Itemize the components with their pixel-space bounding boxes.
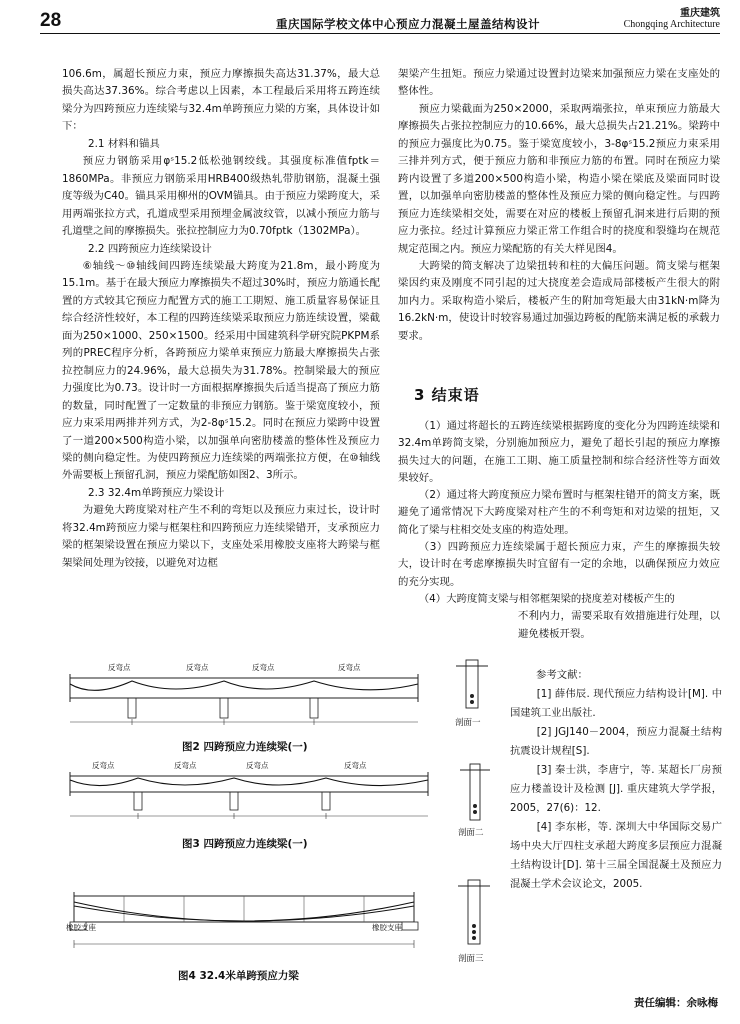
- figure-2-diagram: [64, 664, 424, 728]
- editor-credit: 责任编辑：余咏梅: [634, 997, 718, 1009]
- left-column-paragraph: 2.2 四跨预应力连续梁设计: [88, 242, 212, 255]
- reference-item: [4] 李东彬，等. 深圳大中华国际交易广场中央大厅四柱支承超大跨度多层预应力混凝土结构设计[D]. 第十三届全国混凝土及预应力混凝土学术会议论文，2005.: [510, 821, 722, 890]
- fig2-label-1: 反弯点: [108, 663, 131, 672]
- conclusion-paragraph: 不利内力，需要采取有效措施进行处理，以避免楼板开裂。: [518, 610, 720, 640]
- reference-item: [3] 秦士洪，李唐宁，等. 某超长厂房预应力楼盖设计及检测 [J]. 重庆建筑大学学报，2005，27(6)：12.: [510, 764, 722, 814]
- left-column-paragraph: 106.6m，属超长预应力束，预应力摩擦损失高达31.37%，最大总损失高达37.36%。综合考虑以上因素，本工程最后采用将五跨连续梁分为四跨预应力连续梁与32.4m单跨预应力梁的方案，具体设计如下：: [62, 68, 380, 133]
- reference-item: [1] 薛伟辰. 现代预应力结构设计[M]. 中国建筑工业出版社.: [510, 688, 722, 719]
- right-column-paragraph: 预应力梁截面为250×2000，采取两端张拉，单束预应力筋最大摩擦损失占张拉控制应力的10.66%，最大总损失占21.21%。梁跨中的预应力强度比为0.75。鉴于梁宽度较小，3-8φˢ15.2预应力束采用三排并列方式，便于预应力筋和非预应力筋的布置。同时在预应力梁跨内设置了多道200×500构造小梁，构造小梁在梁底及梁面同时设置，以加强单向密肋楼盖的整体性及预应力梁的侧向稳定性。与四跨预应力连续梁相交处，需要在对应的楼板上预留孔洞来进行后期的预应力张拉。经过计算预应力梁正常工作组合时的挠度和裂缝均在规范规定范围之内。预应力梁配筋的有关大样见图4。: [398, 102, 720, 255]
- references: [510, 666, 722, 894]
- conclusions: [398, 418, 720, 643]
- fig3-label-2: 反弯点: [174, 761, 197, 770]
- section-3-title: 3 结束语: [414, 386, 480, 404]
- running-title: 重庆国际学校文体中心预应力混凝土屋盖结构设计: [276, 17, 540, 31]
- figure-2-caption: 图2 四跨预应力连续梁(一): [182, 741, 308, 753]
- section-2-label: 剖面二: [458, 828, 484, 838]
- section-2-diagram: [458, 762, 492, 826]
- journal-name-cn: 重庆建筑: [680, 8, 720, 19]
- conclusion-paragraph: （1）通过将超长的五跨连续梁根据跨度的变化分为四跨连续梁和32.4m单跨简支梁，分别施加预应力，避免了超长引起的预应力摩擦损失过大的问题，在施工工期、施工质量控制和综合经济性等方面效果较好。: [398, 420, 720, 484]
- fig2-label-4: 反弯点: [338, 663, 361, 672]
- figure-4-diagram: [64, 882, 424, 954]
- left-column-paragraph: 预应力钢筋采用φˢ15.2低松弛钢绞线。其强度标准值fptk＝1860MPa。非预应力钢筋采用HRB400级热轧带肋钢筋，混凝土强度等级为C40。锚具采用柳州的OVM锚具。由于预应力梁跨度大，采用两端张拉方式，孔道成型采用预埋金属波纹管，以减小预应力筋与孔道壁之间的摩擦损失。张拉控制应力为0.70fptk（1302MPa）。: [62, 155, 380, 238]
- fig4-label-1: 橡胶支座: [66, 923, 96, 932]
- left-column-paragraph: 2.1 材料和锚具: [88, 137, 160, 150]
- section-3-diagram: [456, 878, 492, 950]
- conclusion-paragraph: （4）大跨度简支梁与相邻框架梁的挠度差对楼板产生的: [418, 592, 675, 605]
- section-3-label: 剖面三: [458, 954, 484, 964]
- right-column: [398, 66, 720, 345]
- fig3-label-1: 反弯点: [92, 761, 115, 770]
- journal-name: [624, 8, 720, 30]
- right-column-paragraph: 大跨梁的简支解决了边梁扭转和柱的大偏压问题。简支梁与框架梁因约束及刚度不同引起的过大挠度差会造成局部楼板产生很大的附加内力。采取构造小梁后，楼板产生的附加弯矩最大由31kN·m降为16.2kN·m，使设计时较容易通过加强边跨板的配筋来满足板的承载力要求。: [398, 259, 720, 342]
- left-column-paragraph: ⑥轴线～⑩轴线间四跨连续梁最大跨度为21.8m，最小跨度为15.1m。基于在最大预应力摩擦损失不超过30%时，预应力筋通长配置的方式较其它预应力配置方式的施工工期短、施工质量容易保证且综合经济性较好，本工程的四跨连续梁采取预应力筋连续设置，梁截面为250×1000、250×1500。经采用中国建筑科学研究院PKPM系列的PREC程序分析，各跨预应力梁单束预应力筋最大摩擦损失占张拉控制应力的24.96%，最大总损失为31.78%。控制梁最大的预应力强度比为0.73。设计时一方面根据摩擦损失后适当提高了预应力筋的数量，同时配置了一定数量的非预应力钢筋。鉴于梁宽度较小，预应力束采用两排并列方式，为2-8φˢ15.2。同时在预应力梁跨中设置了一道200×500构造小梁，以加强单向密肋楼盖的整体性及预应力梁的侧向稳定性。为使四跨预应力连续梁的两端张拉方便，在⑩轴线外需要板上预留孔洞，预应力梁配筋如图2、3所示。: [62, 259, 380, 482]
- fig4-label-2: 橡胶支座: [372, 923, 402, 932]
- page-header: [40, 6, 720, 34]
- reference-item: [2] JGJ140－2004，预应力混凝土结构抗震设计规程[S].: [510, 726, 722, 757]
- page-number: 28: [40, 10, 62, 31]
- fig3-label-3: 反弯点: [246, 761, 269, 770]
- right-column-paragraph: 架梁产生扭矩。预应力梁通过设置封边梁来加强预应力梁在支座处的整体性。: [398, 68, 720, 98]
- figure-3-caption: 图3 四跨预应力连续梁(一): [182, 838, 308, 850]
- left-column-paragraph: 2.3 32.4m单跨预应力梁设计: [88, 486, 225, 499]
- conclusion-paragraph: （2）通过将大跨度预应力梁布置时与框架柱错开的简支方案，既避免了通常情况下大跨度梁对柱产生的不利弯矩和对边梁的扭矩，又简化了梁与柱相交处支座的构造处理。: [398, 489, 720, 536]
- left-column: [62, 66, 380, 572]
- fig2-label-2: 反弯点: [186, 663, 209, 672]
- conclusion-paragraph: （3）四跨预应力连续梁属于超长预应力束，产生的摩擦损失较大，设计时在考虑摩擦损失时宜留有一定的余地，以确保预应力效应的充分实现。: [398, 541, 720, 588]
- figure-3-diagram: [64, 762, 434, 824]
- fig3-label-4: 反弯点: [344, 761, 367, 770]
- journal-name-en: Chongqing Architecture: [623, 19, 720, 30]
- section-1-diagram: [452, 658, 492, 714]
- references-label: 参考文献：: [536, 669, 588, 681]
- left-column-paragraph: 为避免大跨度梁对柱产生不利的弯矩以及预应力束过长，设计时将32.4m跨预应力梁与框架柱和四跨预应力连续梁错开，支承预应力梁的框架梁设置在预应力梁以下，支座处采用橡胶支座将大跨梁与框架梁间处理为铰接，以避免对边框: [62, 504, 380, 569]
- fig2-label-3: 反弯点: [252, 663, 275, 672]
- section-1-label: 剖面一: [455, 718, 481, 728]
- figure-4-caption: 图4 32.4米单跨预应力梁: [178, 970, 299, 982]
